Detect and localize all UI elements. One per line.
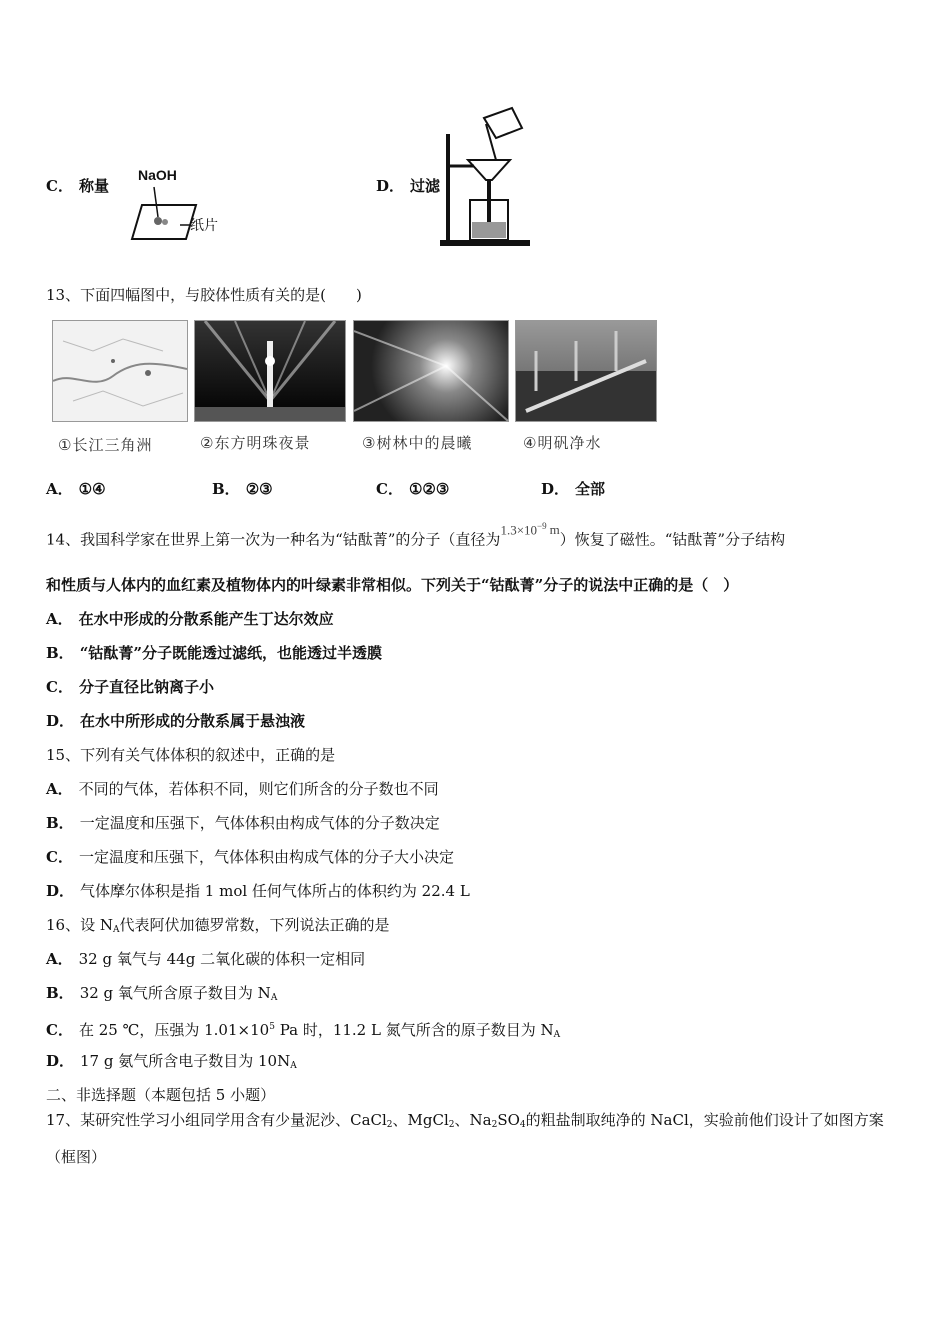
option-text: 32 g 氧气与 44g 二氧化碳的体积一定相同 <box>78 950 366 968</box>
funnel-stem <box>487 180 491 226</box>
filtration-apparatus <box>438 104 538 249</box>
option-letter: D． <box>46 882 75 900</box>
light-beam-4 <box>270 321 305 401</box>
diameter-exponent: −9 <box>537 521 547 531</box>
section-title: 二、非选择题（本题包括 5 小题） <box>46 1086 276 1104</box>
option-letter: C． <box>46 177 73 195</box>
q15-option-b <box>46 813 440 833</box>
option-letter: B． <box>46 644 74 662</box>
subscript: A <box>553 1030 561 1040</box>
stem-text-end: 的粗盐制取纯净的 NaCl，实验前他们设计了如图方案 <box>525 1111 884 1129</box>
option-text: ②③ <box>245 480 273 498</box>
tower <box>267 341 273 411</box>
q13-option-a <box>46 479 106 499</box>
skyline <box>195 407 345 421</box>
map-svg <box>53 321 187 421</box>
subscript: A <box>270 993 278 1003</box>
stem-text: 14、我国科学家在世界上第一次为一种名为“钴酞菁”的分子（直径为 <box>46 530 501 549</box>
q15-option-c <box>46 847 454 867</box>
option-text: “钴酞菁”分子既能透过滤纸，也能透过半透膜 <box>79 644 382 662</box>
q14-option-a <box>46 609 334 629</box>
q17-stem-line1 <box>46 1110 884 1135</box>
filtrate <box>472 222 506 238</box>
q16-option-b <box>46 983 277 1008</box>
sun-ray-3 <box>446 366 508 421</box>
superscript: 5 <box>269 1022 275 1032</box>
option-text: 分子直径比钠离子小 <box>78 678 214 696</box>
image-caption-3: ③树林中的晨曦 <box>362 434 473 452</box>
option-letter: D． <box>46 1052 75 1070</box>
sun-ray <box>354 331 446 366</box>
option-letter: C． <box>46 848 73 866</box>
option-text: 17 g 氨气所含电子数目为 10N <box>80 1052 291 1070</box>
option-letter: D． <box>376 177 405 195</box>
option-text: 过滤 <box>410 177 441 195</box>
border-line <box>63 339 163 351</box>
option-text: 一定温度和压强下，气体体积由构成气体的分子数决定 <box>79 814 440 832</box>
light-beam <box>205 321 270 401</box>
pouring-beaker <box>484 108 522 138</box>
q12-option-d <box>376 176 440 196</box>
river-line <box>53 364 187 382</box>
option-letter: A． <box>46 780 73 798</box>
light-beam-3 <box>235 321 270 401</box>
border-line-2 <box>73 391 183 406</box>
q16-stem <box>46 915 390 940</box>
forest-svg <box>354 321 508 421</box>
yangtze-delta-map-image <box>52 320 188 422</box>
stem-text-2: 代表阿伏加德罗常数，下列说法正确的是 <box>119 916 390 934</box>
stem-text-mid3: SO <box>497 1111 520 1129</box>
q14-stem-line1 <box>46 521 786 550</box>
option-text: 不同的气体，若体积不同，则它们所含的分子数也不同 <box>78 780 439 798</box>
option-letter: B． <box>46 984 74 1002</box>
city-dot <box>145 370 151 376</box>
subscript: A <box>112 925 120 935</box>
city-dot-2 <box>111 359 115 363</box>
q13-option-b <box>212 479 273 499</box>
option-letter: C． <box>376 480 403 498</box>
option-text: 全部 <box>575 480 606 498</box>
q14-stem-line2: 和性质与人体内的血红素及植物体内的叶绿素非常相似。下列关于“钴酞菁”分子的说法中正确的是（ ） <box>46 576 739 594</box>
option-text: 在 25 ℃，压强为 1.01×10 <box>78 1021 270 1039</box>
q15-stem: 15、下列有关气体体积的叙述中，正确的是 <box>46 746 336 764</box>
weighing-diagram <box>118 165 228 245</box>
q15-option-d <box>46 881 470 901</box>
subscript: 2 <box>386 1120 393 1130</box>
subscript: 2 <box>448 1120 455 1130</box>
option-letter: D． <box>541 480 570 498</box>
forest-morning-light-image <box>353 320 509 422</box>
option-text: 在水中所形成的分散系属于悬浊液 <box>80 712 306 730</box>
alum-water-purification-image <box>515 320 657 422</box>
stem-text-2: ）恢复了磁性。“钴酞菁”分子结构 <box>559 530 786 549</box>
q14-option-d <box>46 711 305 731</box>
option-text: 在水中形成的分散系能产生丁达尔效应 <box>78 610 334 628</box>
light-beam-2 <box>270 321 335 401</box>
paper-label: 纸片 <box>190 218 218 234</box>
image-caption-4: ④明矾净水 <box>523 434 602 452</box>
option-letter: C． <box>46 1021 73 1039</box>
q13-stem: 13、下面四幅图中，与胶体性质有关的是( ) <box>46 286 362 304</box>
subscript: 2 <box>491 1120 498 1130</box>
q17-stem-line2: （框图） <box>46 1148 107 1166</box>
q16-option-a <box>46 949 365 969</box>
q15-option-a <box>46 779 439 799</box>
subscript: A <box>290 1061 297 1071</box>
naoh-pellets-2 <box>162 219 168 225</box>
option-text: ①②③ <box>408 480 450 498</box>
stem-text-mid1: 、MgCl <box>392 1111 449 1129</box>
option-text: 称量 <box>78 177 109 195</box>
image-caption-2: ②东方明珠夜景 <box>200 434 311 452</box>
naoh-label: NaOH <box>138 167 177 183</box>
stem-text: 16、设 N <box>46 916 113 934</box>
option-letter: B． <box>212 480 240 498</box>
q13-option-d <box>541 479 605 499</box>
image-caption-1: ①长江三角洲 <box>58 436 153 454</box>
q12-option-c <box>46 176 109 196</box>
option-letter: C． <box>46 678 73 696</box>
night-scene-svg <box>195 321 345 421</box>
subscript: 4 <box>519 1120 526 1130</box>
option-letter: D． <box>46 712 75 730</box>
sun-ray-2 <box>354 366 446 411</box>
stand-rod <box>446 134 450 242</box>
q13-option-c <box>376 479 449 499</box>
option-letter: A． <box>46 610 73 628</box>
diameter-base: 1.3×10 <box>500 522 538 538</box>
q16-option-c <box>46 1017 560 1045</box>
diameter-unit: m <box>549 522 560 538</box>
option-letter: B． <box>46 814 74 832</box>
q16-option-d <box>46 1051 297 1076</box>
q14-option-b <box>46 643 382 663</box>
option-text: 一定温度和压强下，气体体积由构成气体的分子大小决定 <box>78 848 454 866</box>
option-text: 32 g 氧气所含原子数目为 N <box>79 984 271 1002</box>
stem-text-mid2: 、Na <box>454 1111 492 1129</box>
naoh-pellets <box>154 217 162 225</box>
diameter-value <box>500 516 559 540</box>
option-letter: A． <box>46 480 73 498</box>
q14-option-c <box>46 677 214 697</box>
option-letter: A． <box>46 950 73 968</box>
option-text: 气体摩尔体积是指 1 mol 任何气体所占的体积约为 22.4 L <box>80 882 470 900</box>
option-text: ①④ <box>78 480 106 498</box>
option-text-2: Pa 时，11.2 L 氮气所含的原子数目为 N <box>274 1021 554 1039</box>
funnel <box>468 160 510 180</box>
pointer-line <box>154 187 158 217</box>
oriental-pearl-night-image <box>194 320 346 422</box>
tower-sphere <box>265 356 275 366</box>
tank-svg <box>516 321 656 421</box>
stem-text: 17、某研究性学习小组同学用含有少量泥沙、CaCl <box>46 1111 387 1129</box>
